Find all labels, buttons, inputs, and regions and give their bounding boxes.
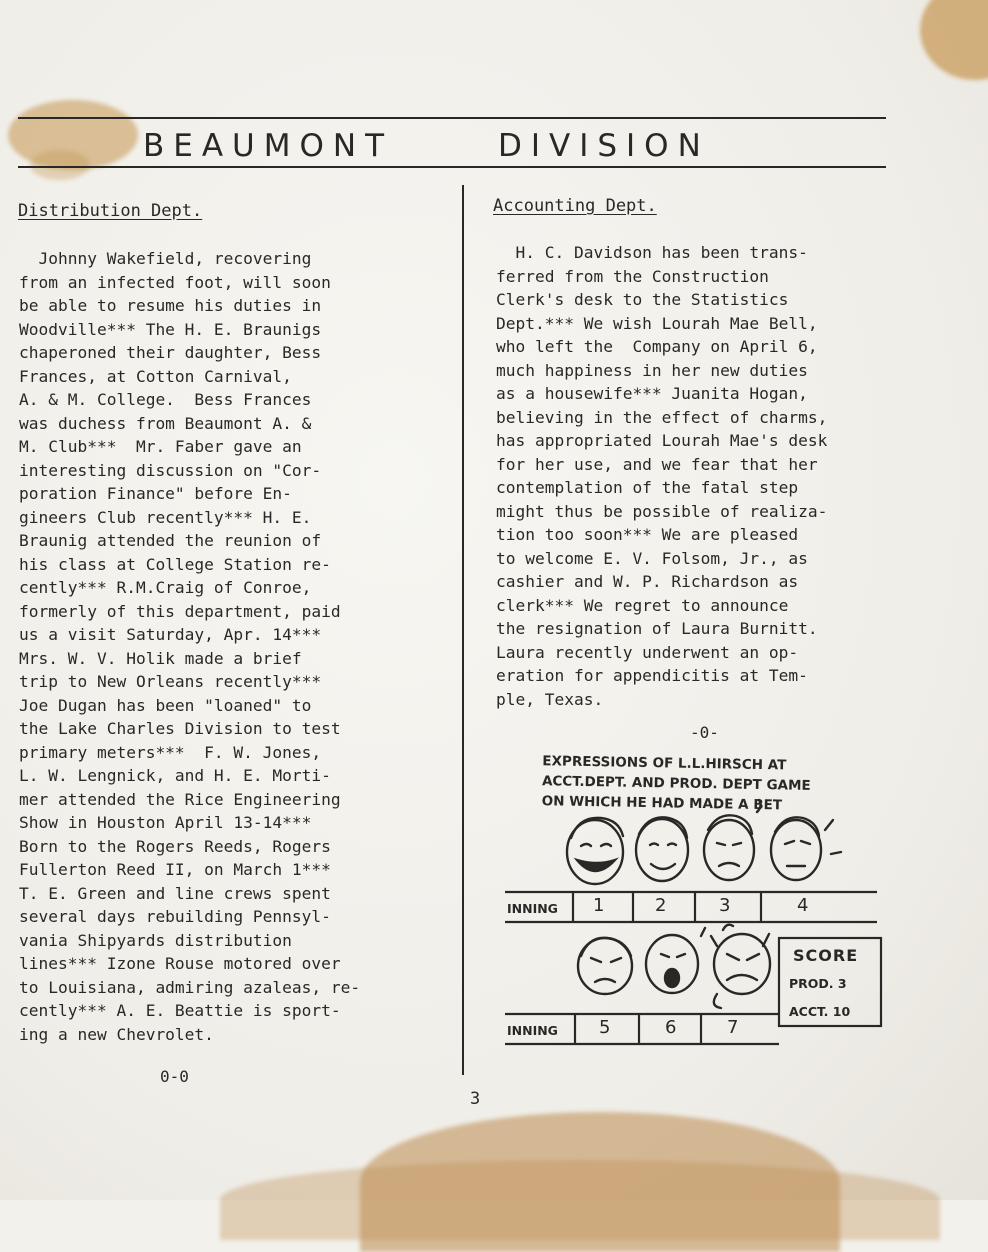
- end-mark-right: -0-: [690, 723, 719, 742]
- inning-number: 6: [665, 1017, 677, 1038]
- coffee-stain: [920, 0, 988, 80]
- masthead-bottom-rule: [18, 166, 886, 168]
- face-smiling-icon: [636, 817, 688, 881]
- inning-number: 5: [599, 1017, 611, 1038]
- score-acct: ACCT. 10: [789, 1004, 851, 1019]
- inning-number: 3: [719, 895, 731, 916]
- accounting-article-text: H. C. Davidson has been trans- ferred from the Construction Clerk's desk to the Statistics Dept.*** We wish Lourah Mae Bell, who left the Company on April 6, much happiness in her new duties as a housewife*** Juanita Hogan, believing in the effect of charms, has appropriated Lourah Mae's desk for her use, and we fear that her contemplation of the fatal step might thus be possible of realiza- tion too soon*** We are pleased to welcome E. V. Folsom, Jr., as cashier and W. P. Richardson as clerk*** We regret to announce the resignation of Laura Burnitt. Laura recently underwent an op- eration for appendicitis at Tem- ple, Texas.: [496, 243, 828, 709]
- face-worried-icon: [704, 800, 761, 880]
- section-heading-accounting: Accounting Dept.: [493, 196, 657, 216]
- inning-number: 2: [655, 895, 667, 916]
- inning-number: 7: [727, 1017, 739, 1038]
- cartoon-caption: EXPRESSIONS OF L.L.HIRSCH AT ACCT.DEPT. AND PROD. DEPT GAME ON WHICH HE HAD MADE A BET: [541, 753, 811, 814]
- masthead-top-rule: [18, 117, 886, 119]
- face-grimacing-icon: [771, 817, 841, 880]
- end-mark-left: 0-0: [160, 1067, 189, 1086]
- masthead-word-beaumont: BEAUMONT: [143, 128, 394, 164]
- inning-number: 4: [797, 895, 809, 916]
- masthead: [18, 124, 886, 166]
- baseball-cartoon: [505, 750, 885, 1050]
- face-furious-icon: [711, 925, 770, 1008]
- face-laughing-icon: [567, 818, 623, 884]
- score-title: SCORE: [793, 946, 859, 965]
- face-angry-icon: [578, 938, 632, 994]
- masthead-word-division: DIVISION: [498, 128, 710, 164]
- page-number: 3: [470, 1089, 481, 1109]
- section-heading-distribution: Distribution Dept.: [18, 201, 203, 221]
- face-shouting-icon: [646, 928, 705, 993]
- inning-label-top: INNING: [507, 901, 558, 916]
- distribution-article-text: Johnny Wakefield, recovering from an infected foot, will soon be able to resume his duties in Woodville*** The H. E. Braunigs chaperoned their daughter, Bess Frances, at Cotton Carnival, A. & M. College. Bess Frances was duchess from Beaumont A. & M. Club*** Mr. Faber gave an interesting discussion on "Cor- poration Finance" before En- gineers Club recently*** H. E. Braunig attended the reunion of his class at College Station re- cently*** R.M.Craig of Conroe, formerly of this department, paid us a visit Saturday, Apr. 14*** Mrs. W. V. Holik made a brief trip to New Orleans recently*** Joe Dugan has been "loaned" to the Lake Charles Division to test primary meters*** F. W. Jones, L. W. Lengnick, and H. E. Morti- mer attended the Rice Engineering Show in Houston April 13-14*** Born to the Rogers Reeds, Rogers Fullerton Reed II, on March 1*** T. E. Green and line crews spent several days rebuilding Pennsyl- vania Shipyards distribution lines*** Izone Rouse motored over to Louisiana, admiring azaleas, re- cently*** A. E. Beattie is sport- ing a new Chevrolet.: [19, 249, 361, 1044]
- score-prod: PROD. 3: [789, 976, 847, 991]
- inning-label-bottom: INNING: [507, 1023, 558, 1038]
- inning-number: 1: [593, 895, 605, 916]
- coffee-stain: [360, 1112, 840, 1252]
- column-divider: [462, 185, 464, 1075]
